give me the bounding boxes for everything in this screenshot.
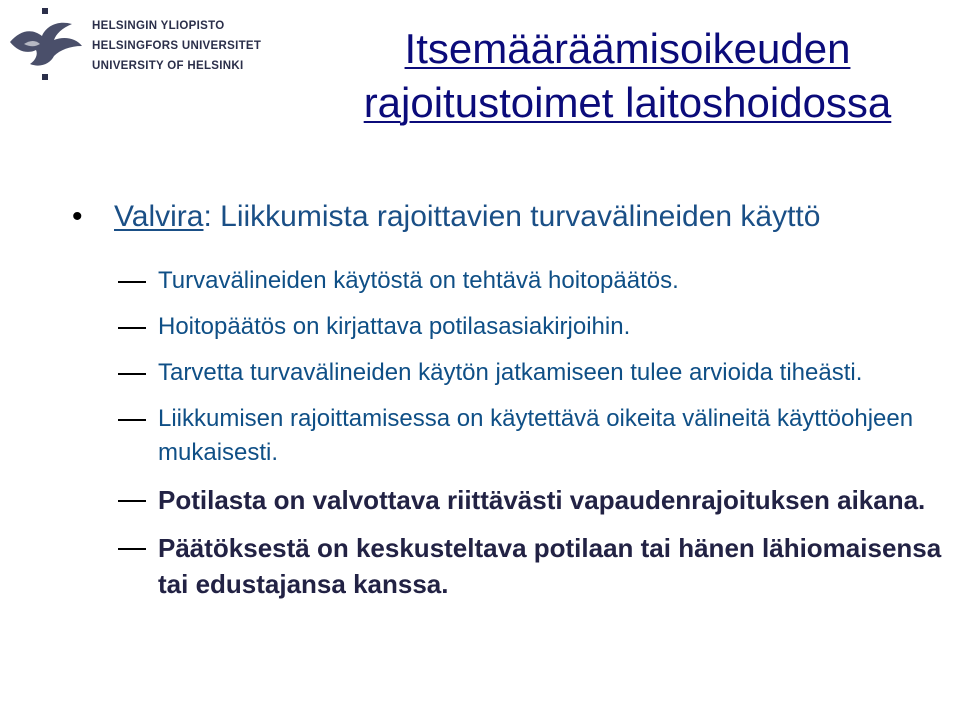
- logo-line-sv: HELSINGFORS UNIVERSITET: [92, 40, 262, 52]
- logo-line-en: UNIVERSITY OF HELSINKI: [92, 60, 244, 72]
- sub-bullet-6: Päätöksestä on keskusteltava potilaan tai hänen lähiomaisensa tai edustajansa kanssa.: [72, 530, 942, 602]
- main-bullet-text: : Liikkumista rajoittavien turvavälineiden käyttö: [203, 200, 821, 233]
- sub-bullet-1: Turvavälineiden käytöstä on tehtävä hoitopäätös.: [72, 264, 942, 298]
- university-logo: [6, 6, 261, 82]
- slide-title-line-2: rajoitustoimet laitoshoidossa: [363, 79, 892, 126]
- slide-title: [300, 22, 955, 130]
- sub-bullet-list: [72, 264, 942, 602]
- sub-bullet-2: Hoitopäätös on kirjattava potilasasiakirjoihin.: [72, 310, 942, 344]
- slide-title-line-1: Itsemääräämisoikeuden: [404, 25, 851, 72]
- logo-line-fi: HELSINGIN YLIOPISTO: [92, 20, 225, 32]
- sub-bullet-4: Liikkumisen rajoittamisessa on käytettävä oikeita välineitä käyttöohjeen mukaisesti.: [72, 402, 942, 470]
- slide-content: [72, 198, 942, 614]
- flame-crest-icon: [6, 6, 84, 82]
- valvira-link[interactable]: Valvira: [114, 200, 204, 233]
- sub-bullet-3: Tarvetta turvavälineiden käytön jatkamiseen tulee arvioida tiheästi.: [72, 356, 942, 390]
- main-bullet: [72, 198, 942, 236]
- sub-bullet-5: Potilasta on valvottava riittävästi vapaudenrajoituksen aikana.: [72, 482, 942, 518]
- logo-text: [92, 16, 261, 76]
